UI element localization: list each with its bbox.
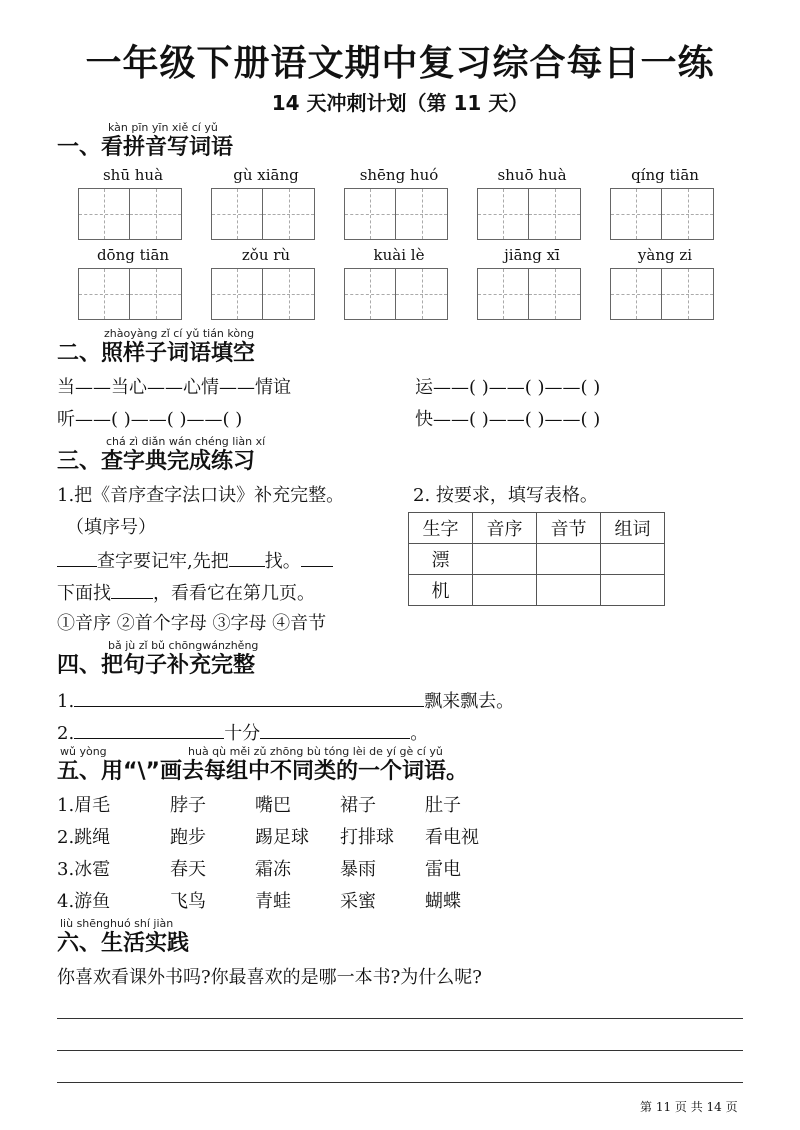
table-cell-input[interactable] [601, 575, 665, 606]
word-item[interactable]: 1.眉毛 [57, 795, 111, 816]
word-group-list [57, 794, 510, 922]
sentence-2 [57, 720, 428, 746]
word-item[interactable]: 青蛙 [255, 891, 291, 912]
section5-pinyin-a: wǔ yòng [60, 745, 107, 758]
pinyin-label: shuō huà [497, 166, 567, 184]
q1-text: 1.把《音序查字法口诀》补充完整。 [57, 485, 345, 506]
sentence-1 [57, 688, 514, 714]
answer-blank[interactable] [74, 720, 224, 739]
word-item[interactable]: 雷电 [425, 859, 461, 880]
pinyin-item [344, 166, 454, 240]
tianzige-box[interactable] [344, 188, 454, 240]
tianzige-box[interactable] [477, 188, 587, 240]
word-item[interactable]: 蝴蝶 [425, 891, 461, 912]
q2-text: 2. 按要求，填写表格。 [413, 485, 598, 506]
pinyin-item [78, 246, 188, 320]
sentence-mid: 十分 [224, 723, 261, 744]
section4-title: 四、把句子补充完整 [57, 653, 256, 678]
pinyin-item [477, 166, 587, 240]
pinyin-label: shēng huó [359, 166, 439, 184]
sentence-number: 2. [57, 723, 75, 744]
section1-pinyin: kàn pīn yīn xiě cí yǔ [108, 121, 218, 134]
table-header-row [409, 513, 665, 544]
tianzige-box[interactable] [211, 268, 321, 320]
table-cell-input[interactable] [601, 544, 665, 575]
table-header: 音节 [537, 513, 601, 544]
table-header: 音序 [473, 513, 537, 544]
page-subtitle: 14 天冲刺计划（第 11 天） [271, 91, 529, 115]
table-cell-input[interactable] [537, 575, 601, 606]
word-item[interactable]: 4.游鱼 [57, 891, 111, 912]
table-cell-input[interactable] [537, 544, 601, 575]
word-group-row [57, 794, 510, 826]
word-item[interactable]: 打排球 [340, 827, 394, 848]
writing-line[interactable] [57, 1050, 743, 1051]
section1-title: 一、看拼音写词语 [57, 135, 234, 160]
pinyin-item [610, 166, 720, 240]
table-cell-input[interactable] [473, 575, 537, 606]
example-chain: 当——当心——心情——情谊 [57, 377, 291, 398]
q1-note: （填序号） [66, 517, 156, 538]
answer-blank[interactable] [57, 548, 97, 567]
word-item[interactable]: 飞鸟 [170, 891, 206, 912]
fill-chain-ting[interactable]: 听——( )——( )——( ) [57, 409, 243, 430]
q1-line1-text-a: 查字要记牢,先把 [97, 551, 229, 572]
q1-line2-text-a: 下面找 [57, 583, 111, 604]
word-item[interactable]: 采蜜 [340, 891, 376, 912]
table-header: 生字 [409, 513, 473, 544]
pinyin-label: dōng tiān [96, 246, 170, 264]
table-cell-input[interactable] [473, 544, 537, 575]
word-item[interactable]: 看电视 [425, 827, 479, 848]
pinyin-label: zǒu rù [241, 246, 291, 264]
table-row [409, 575, 665, 606]
pinyin-row-2 [78, 246, 720, 320]
pinyin-label: shū huà [102, 166, 164, 184]
sentence-tail: 。 [410, 723, 429, 744]
section6-title: 六、生活实践 [57, 931, 190, 956]
word-item[interactable]: 跑步 [170, 827, 206, 848]
pinyin-label: qíng tiān [631, 166, 699, 184]
pinyin-item [78, 166, 188, 240]
fill-chain-yun[interactable]: 运——( )——( )——( ) [415, 377, 601, 398]
word-item[interactable]: 3.冰雹 [57, 859, 111, 880]
table-cell-char: 机 [409, 575, 473, 606]
q1-options: ①音序 ②首个字母 ③字母 ④音节 [57, 613, 327, 634]
pinyin-row-1 [78, 166, 720, 240]
tianzige-box[interactable] [610, 268, 720, 320]
section4-pinyin: bǎ jù zǐ bǔ chōngwánzhěng [108, 639, 259, 652]
pinyin-item [477, 246, 587, 320]
section5-title: 五、用“\”画去每组中不同类的一个词语。 [57, 759, 468, 784]
q1-line1-text-b: 找。 [264, 551, 301, 572]
writing-line[interactable] [57, 1082, 743, 1083]
answer-blank[interactable] [301, 548, 333, 567]
section3-title: 三、查字典完成练习 [57, 449, 256, 474]
answer-blank[interactable] [74, 688, 424, 707]
pinyin-item [344, 246, 454, 320]
table-cell-char: 漂 [409, 544, 473, 575]
pinyin-item [211, 166, 321, 240]
word-item[interactable]: 脖子 [170, 795, 206, 816]
section2-pinyin: zhàoyàng zǐ cí yǔ tián kòng [104, 327, 255, 340]
tianzige-box[interactable] [211, 188, 321, 240]
pinyin-item [211, 246, 321, 320]
page-title: 一年级下册语文期中复习综合每日一练 [85, 43, 715, 84]
table-row [409, 544, 665, 575]
word-item[interactable]: 暴雨 [340, 859, 376, 880]
fill-chain-kuai[interactable]: 快——( )——( )——( ) [415, 409, 601, 430]
word-item[interactable]: 裙子 [340, 795, 376, 816]
tianzige-box[interactable] [78, 188, 188, 240]
pinyin-label: yàng zi [637, 246, 693, 264]
word-item[interactable]: 2.跳绳 [57, 827, 111, 848]
word-item[interactable]: 踢足球 [255, 827, 309, 848]
word-group-row [57, 826, 510, 858]
section2-title: 二、照样子词语填空 [57, 341, 256, 366]
pinyin-item [610, 246, 720, 320]
pinyin-label: jiāng xī [504, 246, 560, 264]
section6-pinyin: liù shēnghuó shí jiàn [60, 917, 174, 930]
tianzige-box[interactable] [78, 268, 188, 320]
pinyin-label: gù xiāng [233, 166, 299, 184]
word-item[interactable]: 嘴巴 [255, 795, 291, 816]
word-item[interactable]: 霜冻 [255, 859, 291, 880]
tianzige-box[interactable] [477, 268, 587, 320]
q1-line1 [57, 548, 333, 574]
pinyin-table [408, 512, 665, 606]
section3-pinyin: chá zì diǎn wán chéng liàn xí [106, 435, 266, 448]
q1-line2 [57, 580, 315, 606]
answer-blank[interactable] [111, 580, 153, 599]
table-header: 组词 [601, 513, 665, 544]
section5-pinyin-b: huà qù měi zǔ zhōng bù tóng lèi de yí gè cí yǔ [188, 745, 443, 758]
sentence-number: 1. [57, 691, 75, 712]
word-item[interactable]: 春天 [170, 859, 206, 880]
answer-blank[interactable] [229, 548, 265, 567]
answer-blank[interactable] [260, 720, 410, 739]
practice-question: 你喜欢看课外书吗?你最喜欢的是哪一本书?为什么呢? [57, 967, 482, 988]
tianzige-box[interactable] [344, 268, 454, 320]
writing-line[interactable] [57, 1018, 743, 1019]
pinyin-label: kuài lè [373, 246, 425, 264]
word-item[interactable]: 肚子 [425, 795, 461, 816]
sentence-tail: 飘来飘去。 [424, 691, 515, 712]
tianzige-box[interactable] [610, 188, 720, 240]
word-group-row [57, 858, 510, 890]
q1-line2-text-b: ，看看它在第几页。 [153, 583, 315, 604]
page-number: 第 11 页 共 14 页 [640, 1100, 738, 1114]
